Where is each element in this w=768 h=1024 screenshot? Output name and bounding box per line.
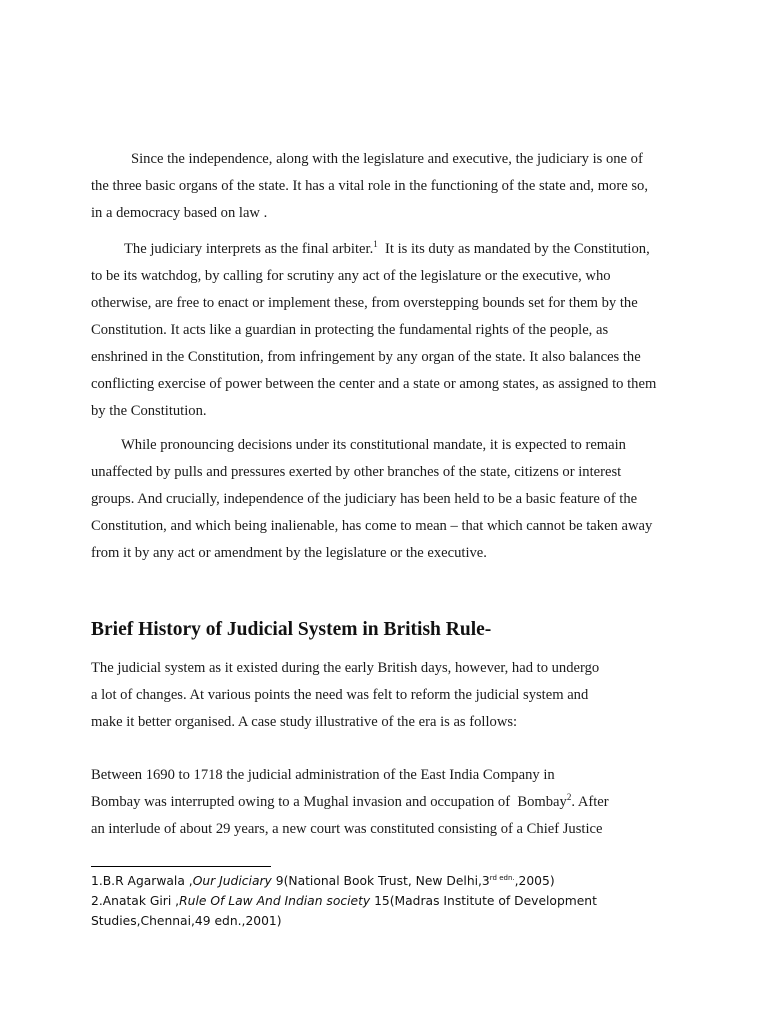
- text-line: The judicial system as it existed during the early British days, however, had to undergo: [91, 660, 600, 676]
- footnote-text: 1.B.R Agarwala ,: [91, 874, 193, 888]
- footnote-title: Our Judiciary: [192, 874, 272, 888]
- text-line: to be its watchdog, by calling for scrutiny any act of the legislature or the executive, who: [91, 268, 611, 284]
- footnote-title: Rule Of Law And Indian society: [179, 894, 371, 908]
- text-line: While pronouncing decisions under its constitutional mandate, it is expected to remain: [121, 437, 626, 453]
- footnote-ref: 1: [373, 239, 378, 249]
- footnote-text: 2.Anatak Giri ,: [91, 894, 180, 908]
- text-line: groups. And crucially, independence of the judiciary has been held to be a basic feature of the: [91, 491, 638, 507]
- text-line: unaffected by pulls and pressures exerted by other branches of the state, citizens or interest: [91, 464, 622, 480]
- text-line: otherwise, are free to enact or implement these, from overstepping bounds set for them by the: [91, 295, 638, 311]
- text-line: the three basic organs of the state. It has a vital role in the functioning of the state and, more so,: [91, 178, 648, 194]
- text-line: enshrined in the Constitution, from infringement by any organ of the state. It also balances the: [91, 349, 641, 365]
- text-line: Constitution, and which being inalienable, has come to mean – that which cannot be taken away: [91, 518, 653, 534]
- text-line: an interlude of about 29 years, a new court was constituted consisting of a Chief Justice: [91, 821, 603, 837]
- text-line: make it better organised. A case study illustrative of the era is as follows:: [91, 714, 518, 730]
- text-line: Constitution. It acts like a guardian in protecting the fundamental rights of the people, as: [91, 322, 609, 338]
- section-heading: Brief History of Judicial System in British Rule-: [91, 619, 492, 640]
- footnote-ref: 2: [566, 792, 572, 802]
- text-span: Bombay was interrupted owing to a Mughal invasion and occupation of Bombay: [91, 794, 567, 810]
- text-span: The judiciary interprets as the final arbiter.: [124, 241, 374, 257]
- footnote-1: [91, 874, 555, 888]
- text-line: [91, 789, 609, 816]
- text-line: by the Constitution.: [91, 403, 207, 419]
- text-line: Since the independence, along with the legislature and executive, the judiciary is one of: [131, 151, 643, 167]
- footnote-text: 15(Madras Institute of Development: [370, 894, 597, 908]
- text-line: a lot of changes. At various points the need was felt to reform the judicial system and: [91, 687, 589, 703]
- text-line: Between 1690 to 1718 the judicial administration of the East India Company in: [91, 767, 555, 783]
- footnote-text: 9(National Book Trust, New Delhi,3: [271, 874, 490, 888]
- footnote-2-continued: Studies,Chennai,49 edn.,2001): [91, 914, 282, 928]
- text-line: [124, 236, 650, 263]
- text-line: from it by any act or amendment by the legislature or the executive.: [91, 545, 487, 561]
- footnote-2: [91, 894, 597, 908]
- text-line: in a democracy based on law .: [91, 205, 268, 221]
- text-line: conflicting exercise of power between the center and a state or among states, as assigned to them: [91, 376, 657, 392]
- text-span: It is its duty as mandated by the Constitution,: [377, 241, 650, 257]
- footnote-text: ,2005): [514, 874, 555, 888]
- text-span: . After: [571, 794, 609, 810]
- footnote-separator: [91, 866, 271, 867]
- footnote-superscript: rd edn.: [489, 874, 515, 882]
